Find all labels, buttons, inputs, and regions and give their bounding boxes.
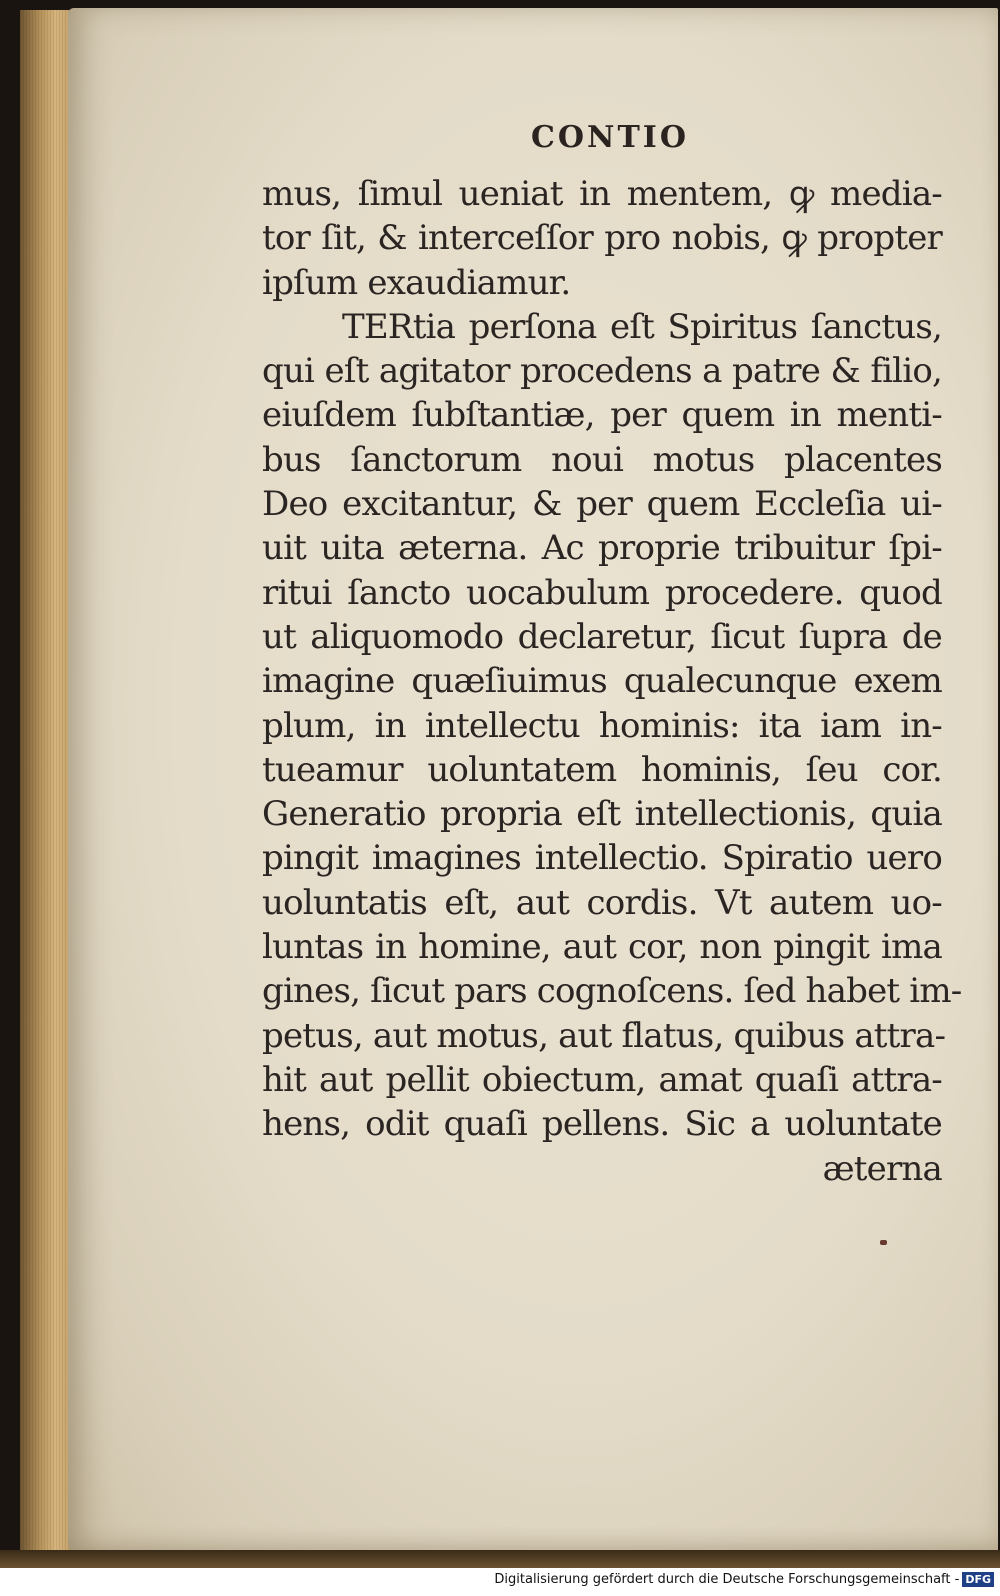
text-line: uit uita æterna. Ac proprie tribuitur ſpi- [262,528,942,569]
text-line: pingit imagines intellectio. Spiratio uero [262,838,942,879]
ink-speck [880,1240,887,1245]
text-line: hens, odit quaſi pellens. Sic a uoluntate [262,1104,942,1145]
text-line: ut aliquomodo declaretur, ſicut ſupra de [262,616,942,657]
text-line: petus, aut motus, aut flatus, quibus attra- [262,1015,946,1056]
text-line: imagine quæſiuimus qualecunque exem [262,661,942,702]
scan-bottom-band [0,1550,1000,1568]
text-line: uoluntatis eſt, aut cordis. Vt autem uo- [262,882,942,923]
text-line: Generatio propria eſt intellectionis, quia [262,794,942,835]
text-line: eiuſdem ſubſtantiæ, per quem in menti- [262,395,942,436]
text-line: tor ſit, & interceſſor pro nobis, ꝙ propter [262,218,942,259]
text-line: qui eſt agitator procedens a patre & filio, [262,351,942,392]
text-line: luntas in homine, aut cor, non pingit ima [262,927,942,968]
digitization-credit [494,1572,994,1587]
body-text [262,172,962,1191]
text-line: mus, ſimul ueniat in mentem, ꝙ media- [262,174,942,214]
text-line: bus ſanctorum noui motus placentes [262,439,942,480]
catchword: æterna [822,1148,942,1189]
text-line: tueamur uoluntatem hominis, ſeu cor. [262,749,942,790]
running-head: CONTIO [531,120,689,155]
text-line: ipſum exaudiamur. [262,262,571,303]
text-line: plum, in intellectu hominis: ita iam in- [262,705,942,746]
text-line: hit aut pellit obiectum, amat quaſi attra- [262,1059,942,1100]
text-line: Deo excitantur, & per quem Eccleſia ui- [262,484,942,525]
dfg-logo: DFG [962,1572,994,1587]
credit-text: Digitalisierung gefördert durch die Deutsche Forschungsgemeinschaft - [494,1572,960,1587]
text-line: gines, ſicut pars cognoſcens. ſed habet im- [262,971,962,1012]
text-line: ritui ſancto uocabulum procedere. quod [262,572,942,613]
text-line: TERtia perſona eſt Spiritus ſanctus, [342,306,942,347]
